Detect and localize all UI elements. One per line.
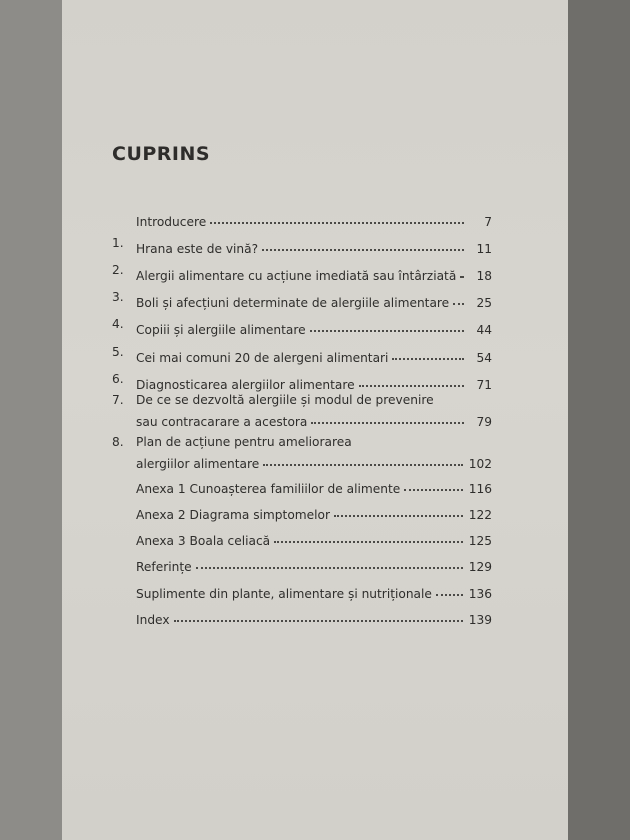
toc-entry-page: 125 xyxy=(468,534,492,548)
toc-entry-page: 11 xyxy=(476,242,492,256)
page-title: CUPRINS xyxy=(112,143,211,165)
toc-entry-line xyxy=(136,475,492,497)
dot-leader xyxy=(263,452,463,466)
toc-entry-label: Plan de acțiune pentru ameliorarea xyxy=(136,435,352,449)
toc-entry-page: 54 xyxy=(476,351,492,365)
toc-entry-page: 139 xyxy=(468,613,492,627)
toc-entry-number: 4. xyxy=(112,317,124,331)
dot-leader xyxy=(196,555,463,569)
toc-entry-page: 79 xyxy=(476,415,492,429)
toc-entry-label: De ce se dezvoltă alergiile și modul de prevenire xyxy=(136,393,434,407)
toc-entry-label: Alergii alimentare cu acțiune imediată sau întârziată xyxy=(136,269,457,283)
dot-leader xyxy=(436,582,463,596)
toc-entry-line xyxy=(136,208,492,230)
dot-leader xyxy=(210,210,464,224)
toc-entry-body xyxy=(136,527,492,549)
toc-entry-body xyxy=(136,208,492,230)
toc-entry-line xyxy=(136,371,492,393)
toc-entry-line xyxy=(136,316,492,338)
toc-entry-page: 44 xyxy=(476,323,492,337)
dot-leader xyxy=(310,318,464,332)
dot-leader xyxy=(174,608,463,622)
toc-entry-line xyxy=(136,527,492,549)
dot-leader xyxy=(262,237,464,251)
toc-entry-page: 129 xyxy=(468,560,492,574)
toc-entry-page: 136 xyxy=(468,587,492,601)
toc-entry-line xyxy=(136,392,492,408)
toc-entry-body xyxy=(136,371,492,393)
toc-entry-line xyxy=(136,235,492,257)
toc-entry-label: Referințe xyxy=(136,560,192,574)
toc-entry-line xyxy=(136,501,492,523)
toc-entry-label: Diagnosticarea alergiilor alimentare xyxy=(136,378,355,392)
toc-entry-body xyxy=(136,580,492,602)
toc-entry-page: 25 xyxy=(476,296,492,310)
toc-entry-page: 116 xyxy=(468,482,492,496)
toc-entry-label: Introducere xyxy=(136,215,207,229)
toc-entry-number: 1. xyxy=(112,236,124,250)
toc-entry-label: Anexa 1 Cunoașterea familiilor de alimente xyxy=(136,482,401,496)
toc-entry-label: alergiilor alimentare xyxy=(136,457,260,471)
toc-entry-body xyxy=(136,235,492,257)
toc-entry-line xyxy=(136,450,492,472)
toc-entry-line xyxy=(136,262,492,284)
toc-entry-body xyxy=(136,475,492,497)
toc-entry-line xyxy=(136,580,492,602)
toc-entry-line xyxy=(136,289,492,311)
toc-entry-body xyxy=(136,344,492,366)
toc-entry-label: Index xyxy=(136,613,170,627)
toc-entry-label: sau contracarare a acestora xyxy=(136,415,308,429)
toc-entry-body xyxy=(136,289,492,311)
toc-entry-label: Cei mai comuni 20 de alergeni alimentari xyxy=(136,351,389,365)
toc-entry-number: 7. xyxy=(112,393,124,407)
toc-entry-body xyxy=(136,392,492,430)
dot-leader xyxy=(460,264,464,278)
dot-leader xyxy=(334,503,463,517)
dot-leader xyxy=(311,410,464,424)
toc-entry-number: 6. xyxy=(112,372,124,386)
toc-entry-page: 7 xyxy=(484,215,492,229)
toc-entry-body xyxy=(136,606,492,628)
page-edge xyxy=(568,0,630,840)
toc-entry-line xyxy=(136,434,492,450)
dot-leader xyxy=(453,291,464,305)
toc-entry-number: 5. xyxy=(112,345,124,359)
toc-entry-body xyxy=(136,553,492,575)
toc-entry-page: 122 xyxy=(468,508,492,522)
toc-entry-line xyxy=(136,344,492,366)
toc-entry-number: 2. xyxy=(112,263,124,277)
dot-leader xyxy=(359,373,464,387)
toc-entry-page: 102 xyxy=(468,457,492,471)
toc-entry-label: Copiii și alergiile alimentare xyxy=(136,323,306,337)
toc-entry-line xyxy=(136,408,492,430)
toc-entry-label: Boli și afecțiuni determinate de alergiile alimentare xyxy=(136,296,450,310)
toc-entry-line xyxy=(136,553,492,575)
toc-entry-body xyxy=(136,501,492,523)
toc-entry-label: Suplimente din plante, alimentare și nutriționale xyxy=(136,587,432,601)
toc-entry-body xyxy=(136,316,492,338)
toc-entry-body xyxy=(136,262,492,284)
dot-leader xyxy=(404,477,462,491)
toc-entry-page: 18 xyxy=(476,269,492,283)
toc-entry-label: Anexa 3 Boala celiacă xyxy=(136,534,271,548)
toc-entry-body xyxy=(136,434,492,472)
toc-entry-label: Hrana este de vină? xyxy=(136,242,259,256)
toc-entry-number: 8. xyxy=(112,435,124,449)
toc-entry-line xyxy=(136,606,492,628)
dot-leader xyxy=(392,346,464,360)
toc-entry-label: Anexa 2 Diagrama simptomelor xyxy=(136,508,331,522)
toc-entry-page: 71 xyxy=(476,378,492,392)
toc-entry-number: 3. xyxy=(112,290,124,304)
dot-leader xyxy=(274,529,463,543)
